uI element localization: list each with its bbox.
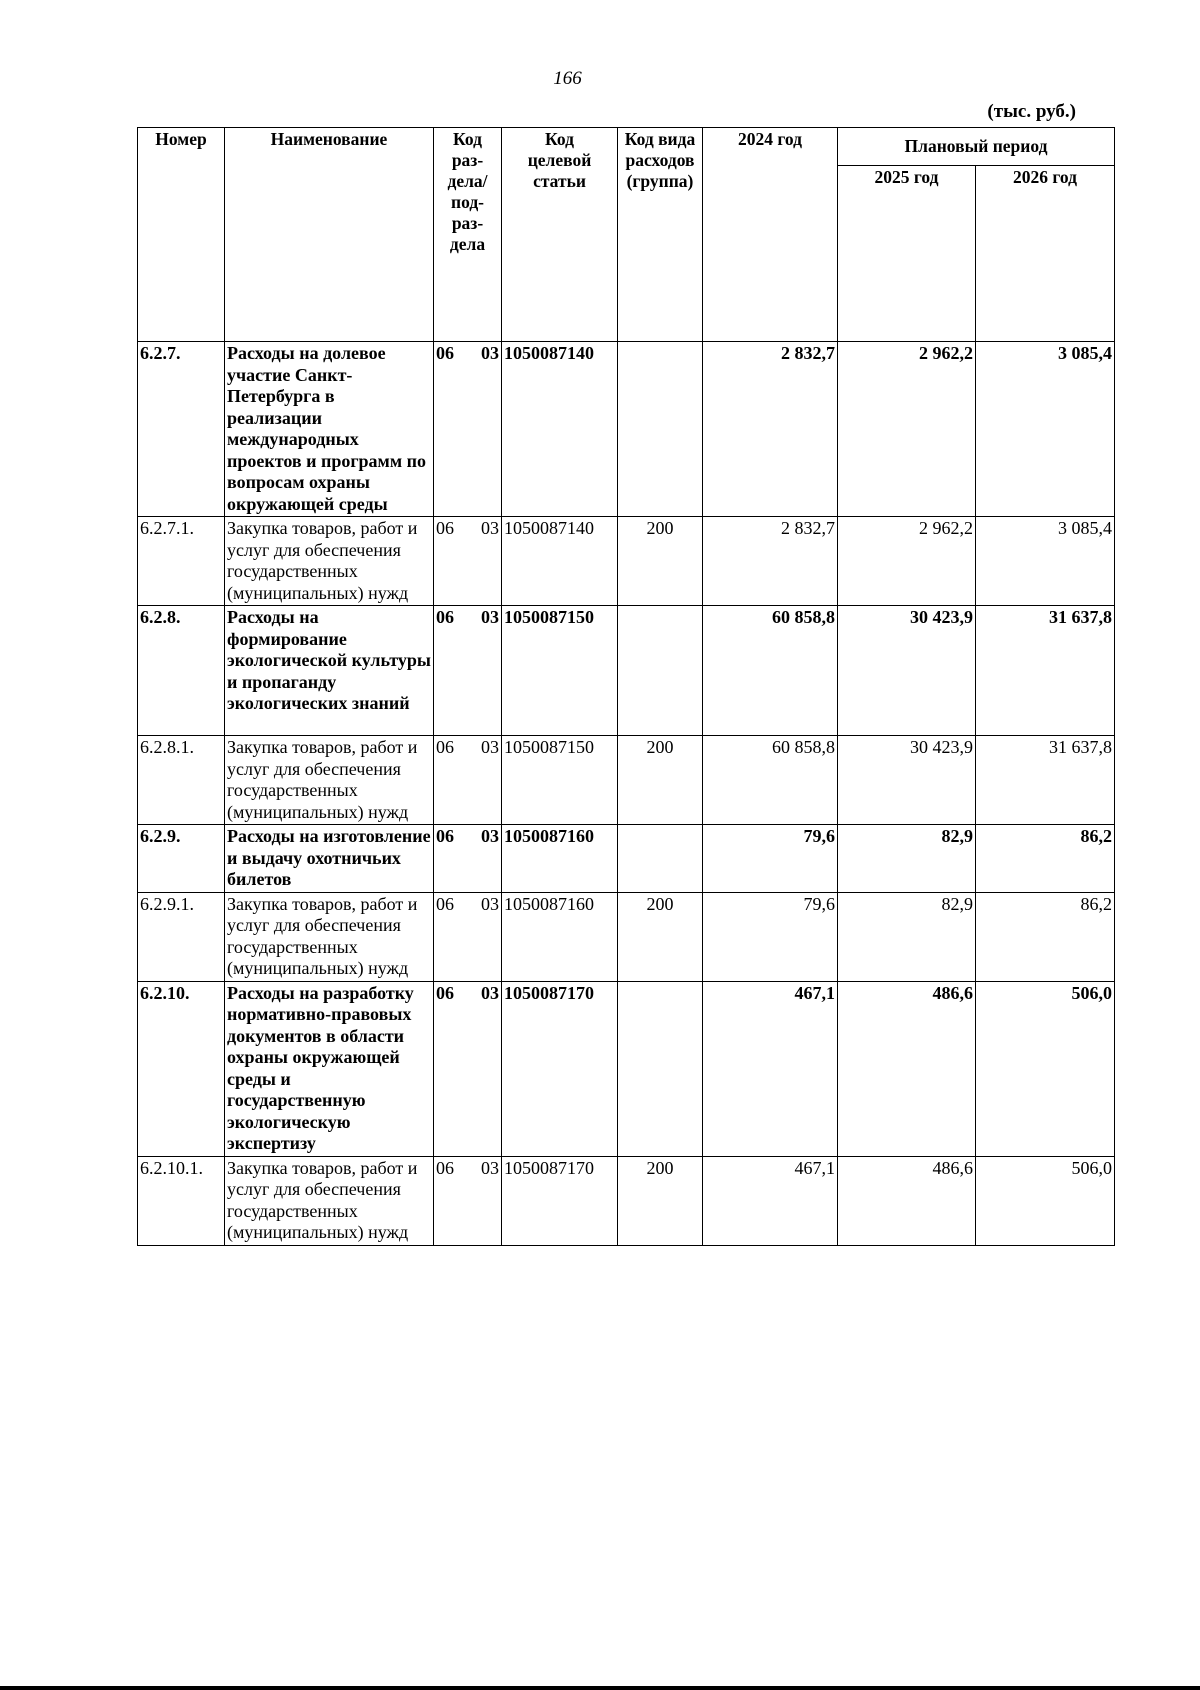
row-2024: 79,6: [703, 892, 838, 981]
row-expense-type: 200: [618, 1156, 703, 1245]
row-target-code: 1050087150: [502, 606, 618, 736]
table-row: [138, 606, 1115, 736]
row-target-code: 1050087150: [502, 736, 618, 825]
row-2024: 60 858,8: [703, 606, 838, 736]
subsection: 03: [481, 343, 499, 363]
row-number: 6.2.10.1.: [138, 1156, 225, 1245]
section: 06: [436, 893, 454, 914]
scan-bottom-edge: [0, 1686, 1200, 1690]
row-expense-type: [618, 342, 703, 517]
row-section-code: [434, 892, 502, 981]
row-2025: 30 423,9: [838, 736, 976, 825]
header-2024: 2024 год: [703, 128, 838, 342]
subsection: 03: [481, 893, 499, 914]
row-2025: 2 962,2: [838, 517, 976, 606]
row-2024: 467,1: [703, 1156, 838, 1245]
row-expense-type: 200: [618, 736, 703, 825]
row-number: 6.2.9.1.: [138, 892, 225, 981]
table-row: [138, 342, 1115, 517]
header-planned-period: Плановый период: [838, 128, 1115, 166]
table-row: [138, 736, 1115, 825]
subsection: 03: [481, 737, 499, 757]
section: 06: [436, 826, 454, 846]
row-2026: 3 085,4: [976, 517, 1115, 606]
section: 06: [436, 982, 454, 1003]
row-section-code: [434, 825, 502, 893]
row-number: 6.2.8.: [138, 606, 225, 736]
section: 06: [436, 1157, 454, 1178]
row-expense-type: 200: [618, 517, 703, 606]
row-2025: 82,9: [838, 825, 976, 893]
row-2025: 2 962,2: [838, 342, 976, 517]
row-target-code: 1050087170: [502, 981, 618, 1156]
section: 06: [436, 343, 454, 363]
row-name: Расходы на разработку нормативно-правовых документов в области охраны окружающей среды и государственную экологическую экспертизу: [225, 981, 434, 1156]
row-2026: 506,0: [976, 1156, 1115, 1245]
row-number: 6.2.8.1.: [138, 736, 225, 825]
row-target-code: 1050087160: [502, 825, 618, 893]
row-2025: 486,6: [838, 981, 976, 1156]
row-2025: 30 423,9: [838, 606, 976, 736]
table-row: [138, 981, 1115, 1156]
subsection: 03: [481, 826, 499, 846]
row-name: Закупка товаров, работ и услуг для обеспечения государственных (муниципальных) нужд: [225, 736, 434, 825]
row-2024: 60 858,8: [703, 736, 838, 825]
row-target-code: 1050087140: [502, 342, 618, 517]
units-label: (тыс. руб.): [987, 101, 1076, 122]
row-section-code: [434, 342, 502, 517]
row-name: Закупка товаров, работ и услуг для обеспечения государственных (муниципальных) нужд: [225, 892, 434, 981]
header-name: Наименование: [225, 128, 434, 342]
subsection: 03: [481, 607, 499, 627]
row-2024: 467,1: [703, 981, 838, 1156]
row-number: 6.2.7.: [138, 342, 225, 517]
row-target-code: 1050087170: [502, 1156, 618, 1245]
table-row: [138, 1156, 1115, 1245]
row-number: 6.2.9.: [138, 825, 225, 893]
row-section-code: [434, 981, 502, 1156]
subsection: 03: [481, 1157, 499, 1178]
row-2025: 486,6: [838, 1156, 976, 1245]
header-target-code-text: Код целевой статьи: [527, 129, 592, 191]
budget-table: [137, 127, 1115, 1246]
table-row: [138, 825, 1115, 893]
section: 06: [436, 607, 454, 627]
header-target-code: [502, 128, 618, 342]
row-name: Расходы на долевое участие Санкт-Петербурга в реализации международных проектов и программ по вопросам охраны окружающей среды: [225, 342, 434, 517]
row-2026: 506,0: [976, 981, 1115, 1156]
header-section-code-text: Код раз-дела/ под-раз-дела: [447, 129, 488, 254]
row-2026: 86,2: [976, 892, 1115, 981]
row-section-code: [434, 517, 502, 606]
row-2026: 3 085,4: [976, 342, 1115, 517]
row-expense-type: [618, 606, 703, 736]
subsection: 03: [481, 982, 499, 1003]
header-section-code: [434, 128, 502, 342]
header-2026: 2026 год: [976, 166, 1115, 342]
section: 06: [436, 518, 454, 538]
row-section-code: [434, 606, 502, 736]
page-number: 166: [553, 68, 582, 89]
row-2024: 2 832,7: [703, 342, 838, 517]
row-2025: 82,9: [838, 892, 976, 981]
row-2024: 79,6: [703, 825, 838, 893]
table-row: [138, 517, 1115, 606]
row-expense-type: 200: [618, 892, 703, 981]
table-row: [138, 892, 1115, 981]
row-target-code: 1050087140: [502, 517, 618, 606]
row-name: Закупка товаров, работ и услуг для обеспечения государственных (муниципальных) нужд: [225, 1156, 434, 1245]
row-number: 6.2.10.: [138, 981, 225, 1156]
row-2026: 31 637,8: [976, 736, 1115, 825]
row-section-code: [434, 1156, 502, 1245]
header-expense-type: Код вида расходов (группа): [618, 128, 703, 342]
row-name: Закупка товаров, работ и услуг для обеспечения государственных (муниципальных) нужд: [225, 517, 434, 606]
header-number: Номер: [138, 128, 225, 342]
section: 06: [436, 737, 454, 757]
row-number: 6.2.7.1.: [138, 517, 225, 606]
row-2026: 31 637,8: [976, 606, 1115, 736]
subsection: 03: [481, 518, 499, 538]
row-expense-type: [618, 981, 703, 1156]
row-expense-type: [618, 825, 703, 893]
header-2025: 2025 год: [838, 166, 976, 342]
row-2026: 86,2: [976, 825, 1115, 893]
row-section-code: [434, 736, 502, 825]
row-name: Расходы на изготовление и выдачу охотничьих билетов: [225, 825, 434, 893]
row-name: Расходы на формирование экологической культуры и пропаганду экологических знаний: [225, 606, 434, 736]
row-2024: 2 832,7: [703, 517, 838, 606]
row-target-code: 1050087160: [502, 892, 618, 981]
